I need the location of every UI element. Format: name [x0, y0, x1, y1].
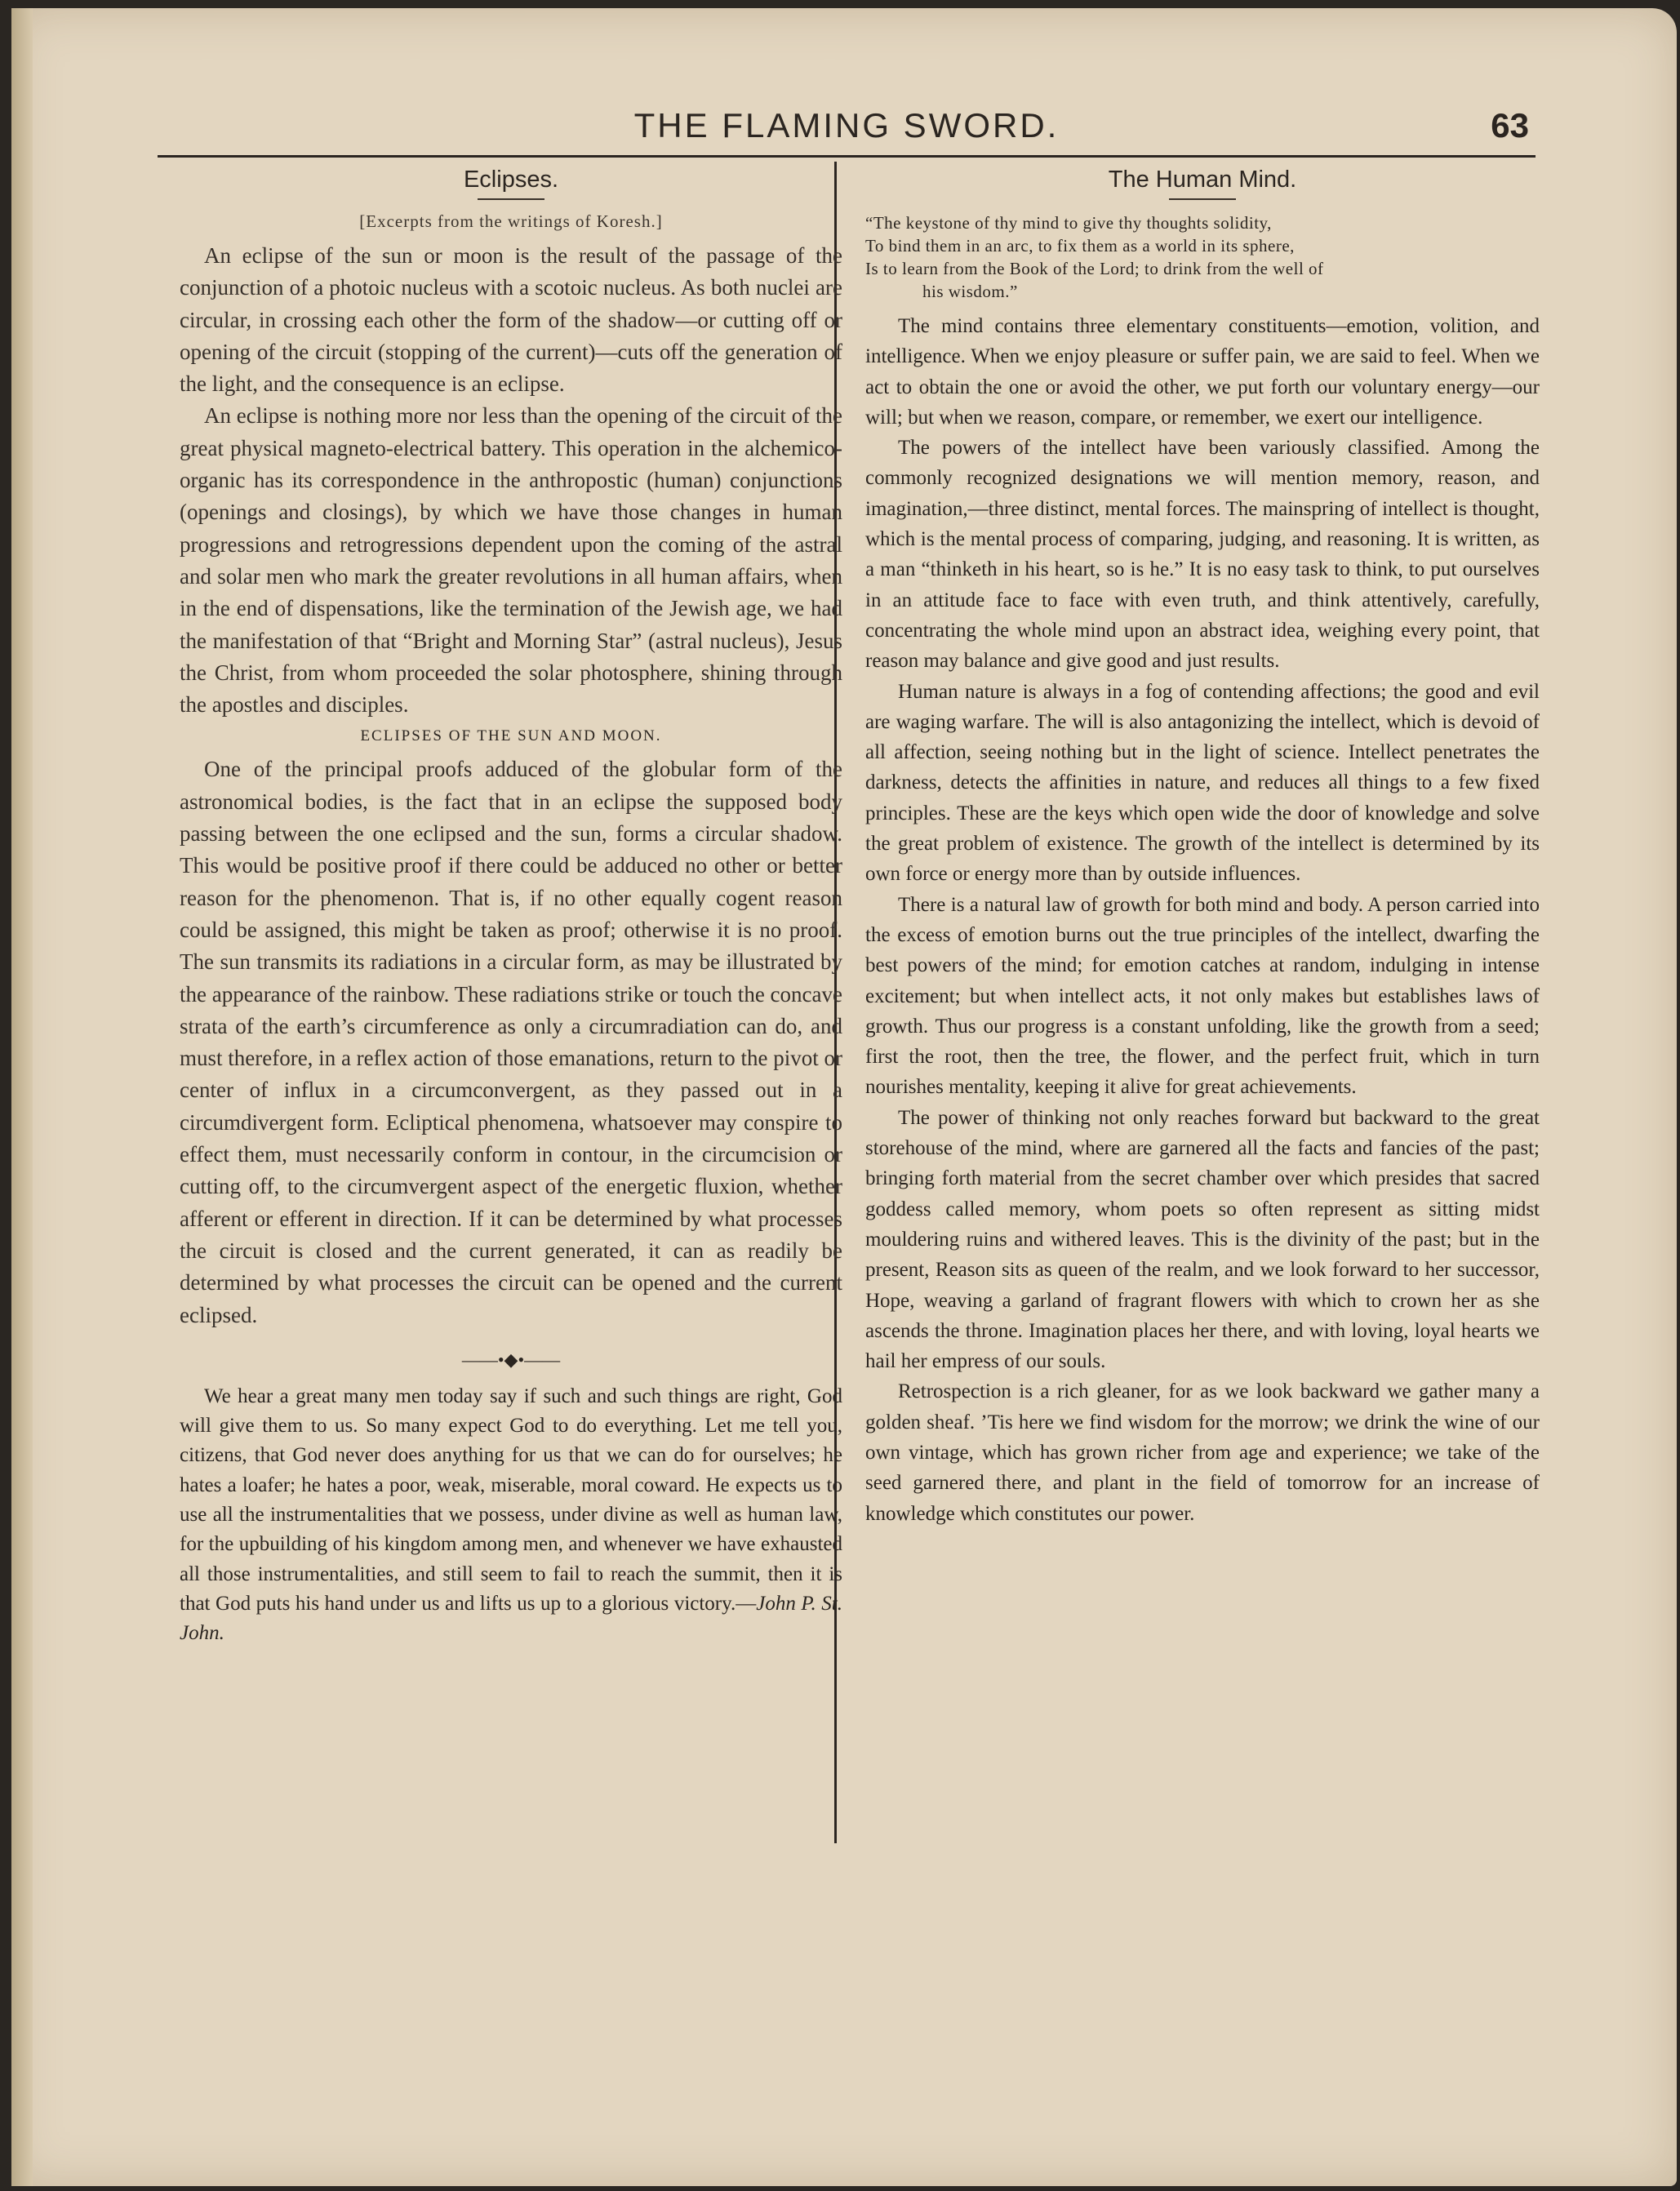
left-column: [180, 162, 842, 1648]
epigraph-line: To bind them in an arc, to fix them as a world in its sphere,: [865, 236, 1295, 256]
article-title-human-mind: The Human Mind.: [1108, 167, 1297, 193]
epigraph: [865, 211, 1540, 303]
binding-edge: [11, 8, 33, 2186]
paragraph: There is a natural law of growth for both mind and body. A person carried into the excess of emotion burns out the true principles of the intellect, dwarfing the best powers of the mind; for emotion catches at random, indulging in intense excitement; but when intellect acts, it not only makes but establishes laws of growth. Thus our progress is a constant unfolding, like the growth from a seed; first the root, then the tree, the flower, and the perfect fruit, which in turn nourishes mentality, keeping it alive for great achievements.: [865, 893, 1540, 1099]
epigraph-line: Is to learn from the Book of the Lord; to drink from the well of: [865, 259, 1324, 278]
quote-text: We hear a great many men today say if such and such things are right, God will give them to us. So many expect God to do everything. Let me tell you, citizens, that God never does anything for us that we can do for ourselves; he hates a loafer; he hates a poor, weak, miserable, moral coward. He expects us to use all the instrumentalities that we possess, under divine as well as human law, for the upbuilding of his kingdom among men, and whenever we have exhausted all those instrumentalities, and still seem to fail to reach the summit, then it is that God puts his hand under us and lifts us up to a glorious victory.—: [180, 1384, 842, 1615]
epigraph-line: his wisdom.”: [922, 282, 1018, 301]
page-header: [158, 106, 1536, 158]
source-note: [Excerpts from the writings of Koresh.]: [359, 211, 663, 231]
paragraph: An eclipse is nothing more nor less than the opening of the circuit of the great physical magneto-electrical battery. This operation in the alchemico-organic has its correspondence in the anthropostic (human) conjunctions (openings and closings), by which we have those changes in human progressions and retrogressions dependent upon the coming of the astral and solar men who mark the greater revolutions in all human affairs, when in the end of dispensations, like the termination of the Jewish age, we had the manifestation of that “Bright and Morning Star” (astral nucleus), Jesus the Christ, from whom proceeded the solar photosphere, shining through the apostles and disciples.: [180, 403, 842, 718]
paragraph: The power of thinking not only reaches forward but backward to the great storehouse of the mind, where are garnered all the facts and fancies of the past; bringing forth material from the secret chamber over which presides that sacred goddess called memory, whom poets so often represent as sitting midst mouldering ruins and withered leaves. This is the divinity of the past; but in the present, Reason sits as queen of the realm, and we look forward to her successor, Hope, weaving a garland of fragrant flowers with which to crown her as she ascends the throne. Imagination places her there, and with loving, loyal hearts we hail her empress of our souls.: [865, 1106, 1540, 1373]
paragraph: The powers of the intellect have been variously classified. Among the commonly recognized designations we will mention memory, reason, and imagination,—three distinct, mental forces. The mainspring of intellect is thought, which is the mental process of comparing, judging, and reasoning. It is written, as a man “thinketh in his heart, so is he.” It is no easy task to think, to put ourselves in an attitude face to face with even truth, and think attentively, carefully, concentrating the whole mind upon an abstract idea, weighing every point, that reason may balance and give good and just results.: [865, 437, 1540, 673]
title-rule: [478, 198, 544, 200]
quote-author: John P. St. John.: [180, 1592, 842, 1645]
epigraph-line: “The keystone of thy mind to give thy thoughts solidity,: [865, 213, 1272, 233]
paragraph: Human nature is always in a fog of contending affections; the good and evil are waging warfare. The will is also antagonizing the intellect, which is devoid of all affection, seeing nothing but in the light of science. Intellect penetrates the darkness, detects the affinities in nature, and reduces all things to a few fixed principles. These are the keys which open wide the door of knowledge and solve the great problem of existence. The growth of the intellect is determined by its own force or energy more than by outside influences.: [865, 680, 1540, 886]
paragraph: The mind contains three elementary constituents—emotion, volition, and intelligence. When we enjoy pleasure or suffer pain, we are said to feel. When we act to obtain the one or avoid the other, we put forth our voluntary energy—our will; but when we reason, compare, or remember, we exert our intelligence.: [865, 315, 1540, 429]
article-title-eclipses: Eclipses.: [463, 167, 559, 193]
subheading: ECLIPSES OF THE SUN AND MOON.: [360, 727, 662, 745]
paragraph: Retrospection is a rich gleaner, for as we look backward we gather many a golden sheaf. ’Tis here we find wisdom for the morrow; we drink the wine of our own vintage, which has grown richer from age and experience; we take of the seed garnered there, and plant in the field of tomorrow for an increase of knowledge which constitutes our power.: [865, 1380, 1540, 1525]
page-number: 63: [1491, 106, 1529, 144]
right-column: [865, 162, 1540, 1529]
paragraph: One of the principal proofs adduced of the globular form of the astronomical bodies, is the fact that in an eclipse the supposed body passing between the one eclipsed and the sun, forms a circular shadow. This would be positive proof if there could be adduced no other or better reason for the phenomenon. That is, if no other equally cogent reason could be assigned, this might be taken as proof; otherwise it is no proof. The sun transmits its radiations in a circular form, as may be illustrated by the appearance of the rainbow. These radiations strike or touch the concave strata of the earth’s circumference as only a circumradiation can do, and must therefore, in a reflex action of those emanations, return to the pivot or center of influx in a circumconvergent, as they passed out in a circumdivergent form. Ecliptical phenomena, whatsoever may conspire to effect them, must necessarily conform in contour, in the circumcision or cutting off, to the circumvergent aspect of the energetic fluxion, whether afferent or efferent in direction. If it can be determined by what processes the circuit is closed and the current generated, it can as readily be determined by what processes the circuit can be opened and the current eclipsed.: [180, 757, 842, 1327]
title-rule: [1169, 198, 1236, 200]
quote-paragraph: [180, 1382, 842, 1649]
ornament-divider: ——•◆•——: [461, 1349, 561, 1370]
publication-title: THE FLAMING SWORD.: [633, 106, 1060, 144]
paragraph: An eclipse of the sun or moon is the result of the passage of the conjunction of a photoic nucleus with a scotoic nucleus. As both nuclei are circular, in crossing each other the form of the shadow—or cutting off or opening of the circuit (stopping of the current)—cuts off the generation of the light, and the consequence is an eclipse.: [180, 243, 842, 397]
